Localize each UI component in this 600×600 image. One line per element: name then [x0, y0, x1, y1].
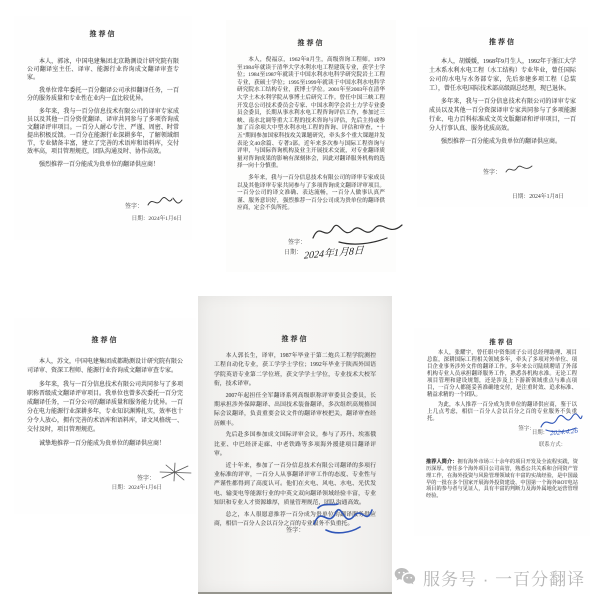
handwritten-signature — [146, 194, 184, 210]
watermark — [393, 565, 585, 590]
signature-label: 签字： — [136, 476, 155, 482]
letter-title: 推荐信 — [281, 335, 309, 343]
letter-title: 推荐信 — [489, 339, 515, 346]
paragraph: 多年来，我与一百分信息技术有限公司的译审专家成员以及其他译审专家共同参与了多项咨询成文翻译评审项目。一百分公司的译文准确、表达流畅，一百分人做事认真严谨、服务意识好，强烈推荐一百分公司成为贵单位的翻译供应商，定会不负所托。 — [237, 174, 385, 212]
paragraph: 强烈推荐一百分能成为贵单位的翻译供应商！ — [39, 162, 160, 168]
paragraph: 本人郭长生，译审，1987年毕业于第二炮兵工程学院测控工程自动化专业，获工学学士学位；1992年毕业于陕西外国语学院英语专业第二学位班，获文学学士学位，专业技术大校军衔，技术译审。 — [214, 353, 376, 387]
contact-line: 联系方式： — [539, 442, 566, 448]
referrer-intro-label: 推荐人简介： — [426, 459, 458, 466]
letter-body — [237, 57, 385, 217]
paragraph: 2007年起担任全军翻译系列高级职称评审委员会委员，长期承担涉外保障翻译、出国技术装备翻译，多次组织高规格国际会议翻译，负责重要会议文件的翻译审校把关，翻译审查经历颇丰。 — [214, 392, 376, 427]
paragraph: 多年来，我与一百分信息技术有限公司的译审专家成员以及其他一百分资深译审专家共同参与了多项能源行业、电力百科标准成文英文版翻译和评审项目，一百分人行事认真、服务优质高效。 — [429, 99, 576, 132]
signature-row — [137, 462, 194, 482]
paragraph: 本人，苏文，中国电建集团成都勘测设计研究院有限公司译审、资深工程师、能源行业咨询成文翻译审查专家。 — [27, 359, 184, 374]
paragraph: 本人，倪福京，1962年8月生，高级咨询工程师。1979至1984年就读于清华大学水利水电工程建筑专业，获学士学位；1984至1987年就读于中国水利水电科学研究院岩土工程专业，获硕士学位；1995至1999年就读于中国水利水电科学研究院水工结构专业，获博士学位。2001年至2003年在清华大学土木水利学院从事博士后研究工作。曾任中国三峡工程开发总公司技术委员会专家、中国水利学会岩土力学专业委员会委员，长期从事水利水电工程咨询评估工作，参加过三峡、南水北调等重大工程的技术咨询与评估，先后主持或参加了百余项大中型水利水电工程的咨询、评估和审查，“十五”期间参加国家科技攻关课题研究，牵头多个重大课题并发表论文40余篇、专著3部。近年来多次参与国际工程咨询与评审，与国际咨询机构及业主开展技术交流，对专业翻译质量对咨询成果的影响有深刻体会，因此对翻译服务机构的选择一向十分慎重。 — [237, 57, 385, 170]
recommendation-letter-6 — [414, 328, 590, 536]
signature-label: 签字： — [518, 426, 535, 432]
handwritten-date: 2024.4.26 — [549, 426, 579, 438]
signature-row — [286, 500, 376, 534]
date-row — [284, 244, 365, 262]
handwritten-date: 2024年1月8日 — [303, 245, 365, 262]
letter-body — [429, 58, 576, 151]
date-line: 日期：2024年1月6日 — [111, 485, 162, 491]
paragraph: 本人，张耀宇，曾任职中资集团子公司总经理助理、项目总监，深耕国际工程相关领域多年，牵头了多项对外单位、项目企业事务涉外文件的翻译工作。多年来公司陆续聘请了外部机构专业人员承担翻译服务工作，熟悉各机构水准。无论工程项目管理和建设规划，还是涉及上下游新领域重点与难点项目，一百分人都能妥善准确地交付，是注重时效、追求标准、精益求精的一个团队。 — [427, 350, 577, 398]
date-label: 日期： — [531, 430, 548, 436]
signature-label: 签字： — [124, 204, 143, 210]
referrer-intro — [426, 459, 578, 500]
signature-label: 签字： — [483, 170, 502, 176]
paragraph: 我单位常年委托一百分翻译公司承担翻译任务，一百分的服务质量和专业性在业内一直比较优异。 — [27, 88, 179, 102]
recommendation-letter-5 — [198, 296, 392, 594]
recommendation-letter-1 — [14, 16, 192, 240]
date-line: 日期：2024年1月8日 — [511, 194, 564, 200]
handwritten-signature — [504, 163, 534, 176]
paragraph: 先后赴多国参加成文国际评审会议，参与了苏丹、埃塞俄比亚、中巴经济走廊、中老铁路等多项海外援建项目翻译评审。 — [214, 432, 376, 457]
date-line: 日期：2024年1月6日 — [131, 216, 182, 222]
recommendation-letter-2 — [226, 20, 396, 272]
referrer-intro-text: 拥有海外市场三十余年的项目开发及全流程实践，资历深厚。曾任多个海外项目公司高管，熟悉公共关系和合同资产管理工作，在海外投资与风险管理领域有丰富的实战经验，是中国最早的一批在多个国家开展海外投资建设、中国第一个海外BOT电站项目的参与者与见证人，具有丰富的判断力及海外属地化运营管理经验。 — [426, 459, 578, 500]
paragraph: 多年来，我与一百分信息技术有限公司的译审专家成员以及其他一百分资优翻译、译审共同参与了多项咨询成文翻译评审项目。一百分人耐心专注、严谨、周密、时常提出积极反馈。一百分在能源行业深耕多年，了解领域细节，专业储备丰富，建立了完善的术语库和语料库，交付效率高，项目管理规范，团队沟通及时、协作高效。 — [27, 109, 179, 155]
paragraph: 本人，胡媛媛，1968年9月生人，1992年于浙江大学土木系水利水电工程（水工结构）专业毕业，曾任国际公司的水电与水务部专家，先后参建多项工程（总装工），曾任水电国际技术部高级副总经理，现已退休。 — [429, 59, 577, 92]
wechat-icon — [393, 567, 417, 588]
signature-row — [288, 216, 405, 246]
letter-title: 推荐信 — [297, 39, 325, 47]
letter-body — [27, 358, 183, 454]
watermark-text: 服务号 · 一百分翻译 — [423, 570, 586, 589]
handwritten-signature — [158, 462, 194, 482]
signature-row — [483, 163, 534, 176]
paragraph: 多年来，我与一百分信息技术有限公司共同参与了多项职称晋级成文翻译评审项目。我单位也曾多次委托一百分完成翻译任务，一百分公司的翻译质量和服务能力优异。一百分在电力能源行业深耕多年，专业知识渊博扎实，效率也十分令人放心，拥有完善的术语库和语料库，译文风格统一、交付及时，项目管理规范。 — [27, 382, 184, 433]
signature-row — [125, 194, 184, 210]
paragraph: 为此，本人推荐一百分成为贵单位的翻译供应商，鉴于以上几点考虑，相信一百分人会以百分之百的专业服务不负重托。 — [427, 402, 577, 422]
paragraph: 总之，本人很愿意推荐一百分成为贵单位的翻译服务供应商，相信一百分人会以百分之百的专业服务不负重托。 — [214, 511, 376, 528]
letter-body — [27, 58, 179, 174]
signature-label: 签字： — [288, 240, 307, 246]
date-row — [532, 428, 578, 436]
date-label: 日期： — [284, 250, 303, 256]
letter-title: 推荐信 — [89, 30, 117, 38]
signature-label: 签字： — [286, 527, 305, 534]
letter-title: 推荐信 — [91, 336, 119, 344]
paragraph: 强烈推荐一百分能成为贵单位的翻译供应商。 — [441, 139, 562, 145]
recommendation-letter-4 — [14, 318, 196, 514]
handwritten-signature-blue — [308, 500, 376, 534]
paragraph: 近十年来，参加了一百分信息技术有限公司翻译的多项行业标准的评审，一百分人从事翻译评审工作的态度、专业性与严谨性都得到了高度认可。他们在火电、风电、水电、光伏发电、输变电等能源行业的中英文双向翻译领域经验丰富，专业知识和专业人才资源雄厚，质量管理规范，团队沟通高效。 — [214, 462, 376, 506]
recommendation-letter-3 — [417, 27, 588, 207]
paragraph: 诚挚地推荐一百分能成为贵单位的翻译供应商！ — [39, 441, 166, 447]
paragraph: 本人，郭冰，中国电建集团北京勘测设计研究院有限公司翻译室主任、译审、能源行业咨询成文翻译审查专家。 — [27, 59, 179, 81]
letter-title: 推荐信 — [489, 38, 516, 46]
